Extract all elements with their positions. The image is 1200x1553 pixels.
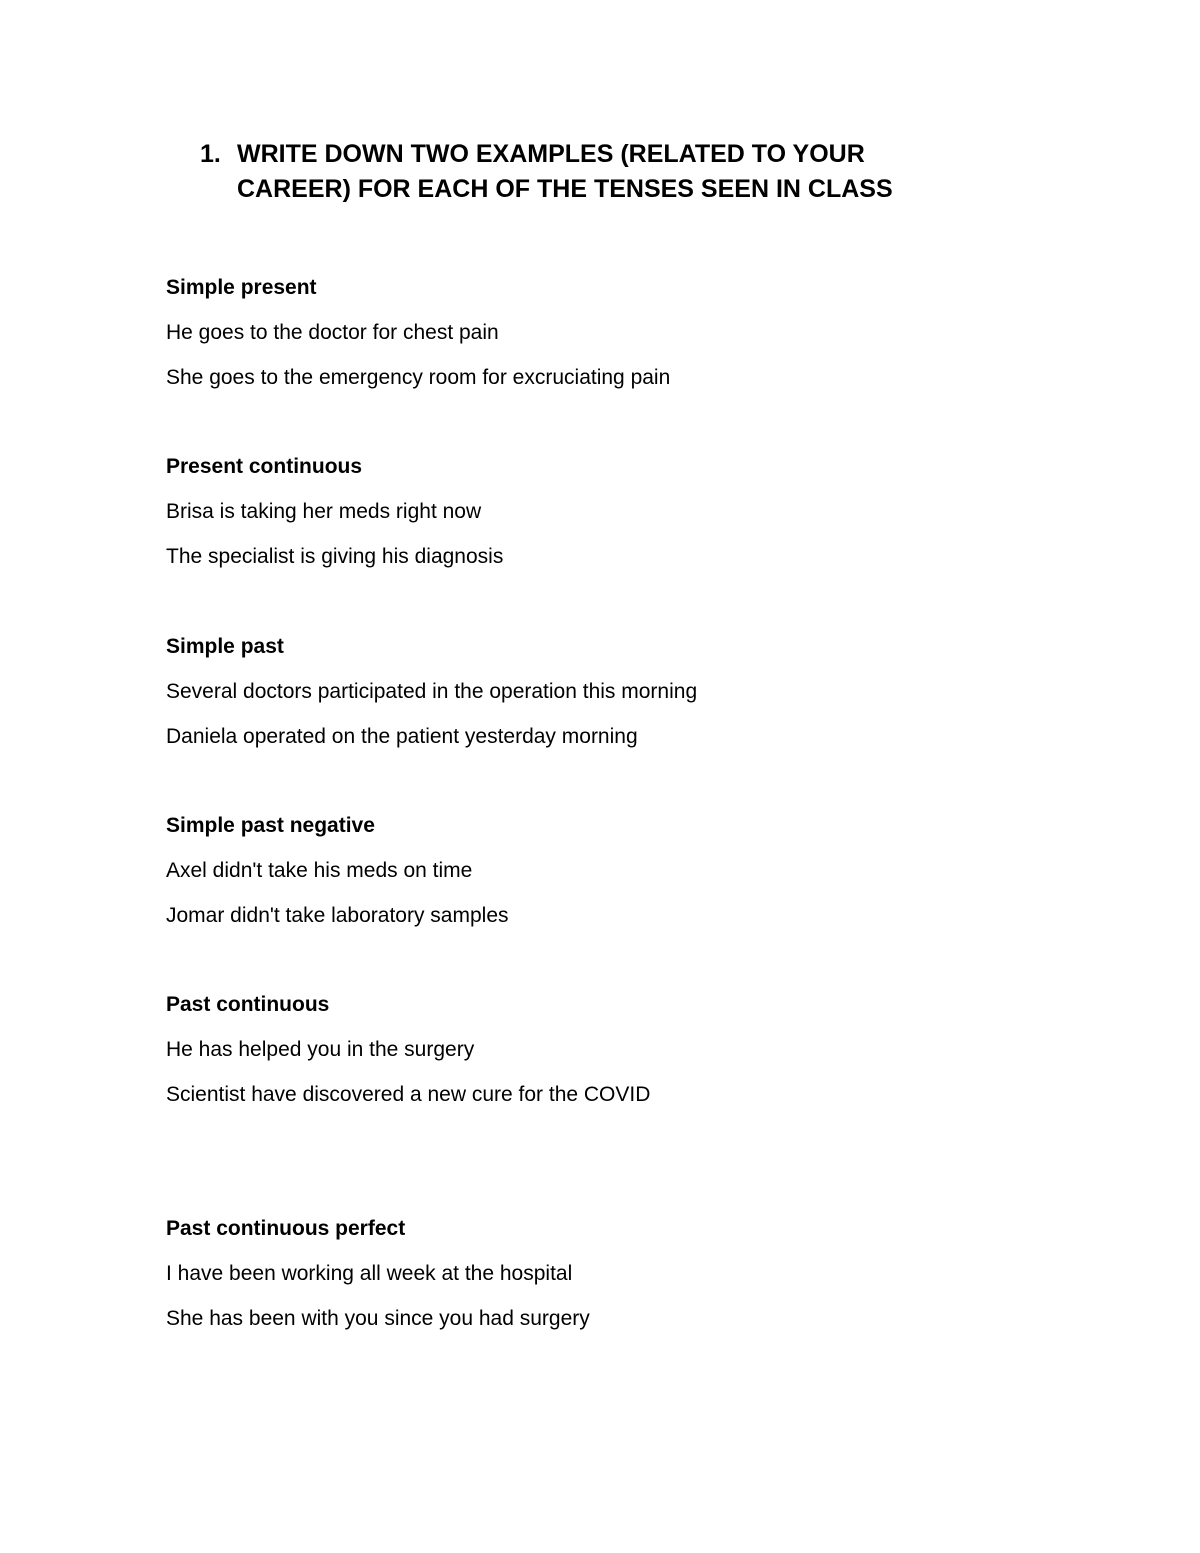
- example-sentence: He goes to the doctor for chest pain: [166, 321, 499, 344]
- section-past-continuous-perfect: [166, 1217, 966, 1331]
- example-sentence: Jomar didn't take laboratory samples: [166, 904, 509, 927]
- section-present-continuous: [166, 455, 966, 569]
- example-sentence: The specialist is giving his diagnosis: [166, 545, 504, 568]
- section-title: Present continuous: [166, 455, 363, 478]
- example-sentence: She goes to the emergency room for excruciating pain: [166, 366, 671, 389]
- example-sentence: She has been with you since you had surgery: [166, 1307, 590, 1330]
- section-title: Simple present: [166, 276, 317, 299]
- example-sentence: Daniela operated on the patient yesterday morning: [166, 725, 638, 748]
- example-sentence: Scientist have discovered a new cure for the COVID: [166, 1083, 651, 1106]
- section-simple-present: [166, 276, 966, 390]
- example-sentence: Brisa is taking her meds right now: [166, 500, 482, 523]
- example-sentence: Axel didn't take his meds on time: [166, 859, 473, 882]
- section-simple-past-negative: [166, 814, 966, 928]
- example-sentence: I have been working all week at the hospital: [166, 1262, 573, 1285]
- section-title: Simple past negative: [166, 814, 375, 837]
- question-heading: [200, 137, 1000, 207]
- section-title: Past continuous perfect: [166, 1217, 406, 1240]
- question-text: [237, 137, 1000, 207]
- example-sentence: Several doctors participated in the operation this morning: [166, 680, 698, 703]
- section-past-continuous: [166, 993, 966, 1107]
- question-number: 1.: [200, 140, 221, 168]
- example-sentence: He has helped you in the surgery: [166, 1038, 475, 1061]
- section-title: Past continuous: [166, 993, 330, 1016]
- section-title: Simple past: [166, 635, 284, 658]
- question-line-1: WRITE DOWN TWO EXAMPLES (RELATED TO YOUR: [237, 140, 865, 168]
- section-simple-past: [166, 635, 966, 749]
- question-line-2: CAREER) FOR EACH OF THE TENSES SEEN IN CLASS: [237, 175, 893, 203]
